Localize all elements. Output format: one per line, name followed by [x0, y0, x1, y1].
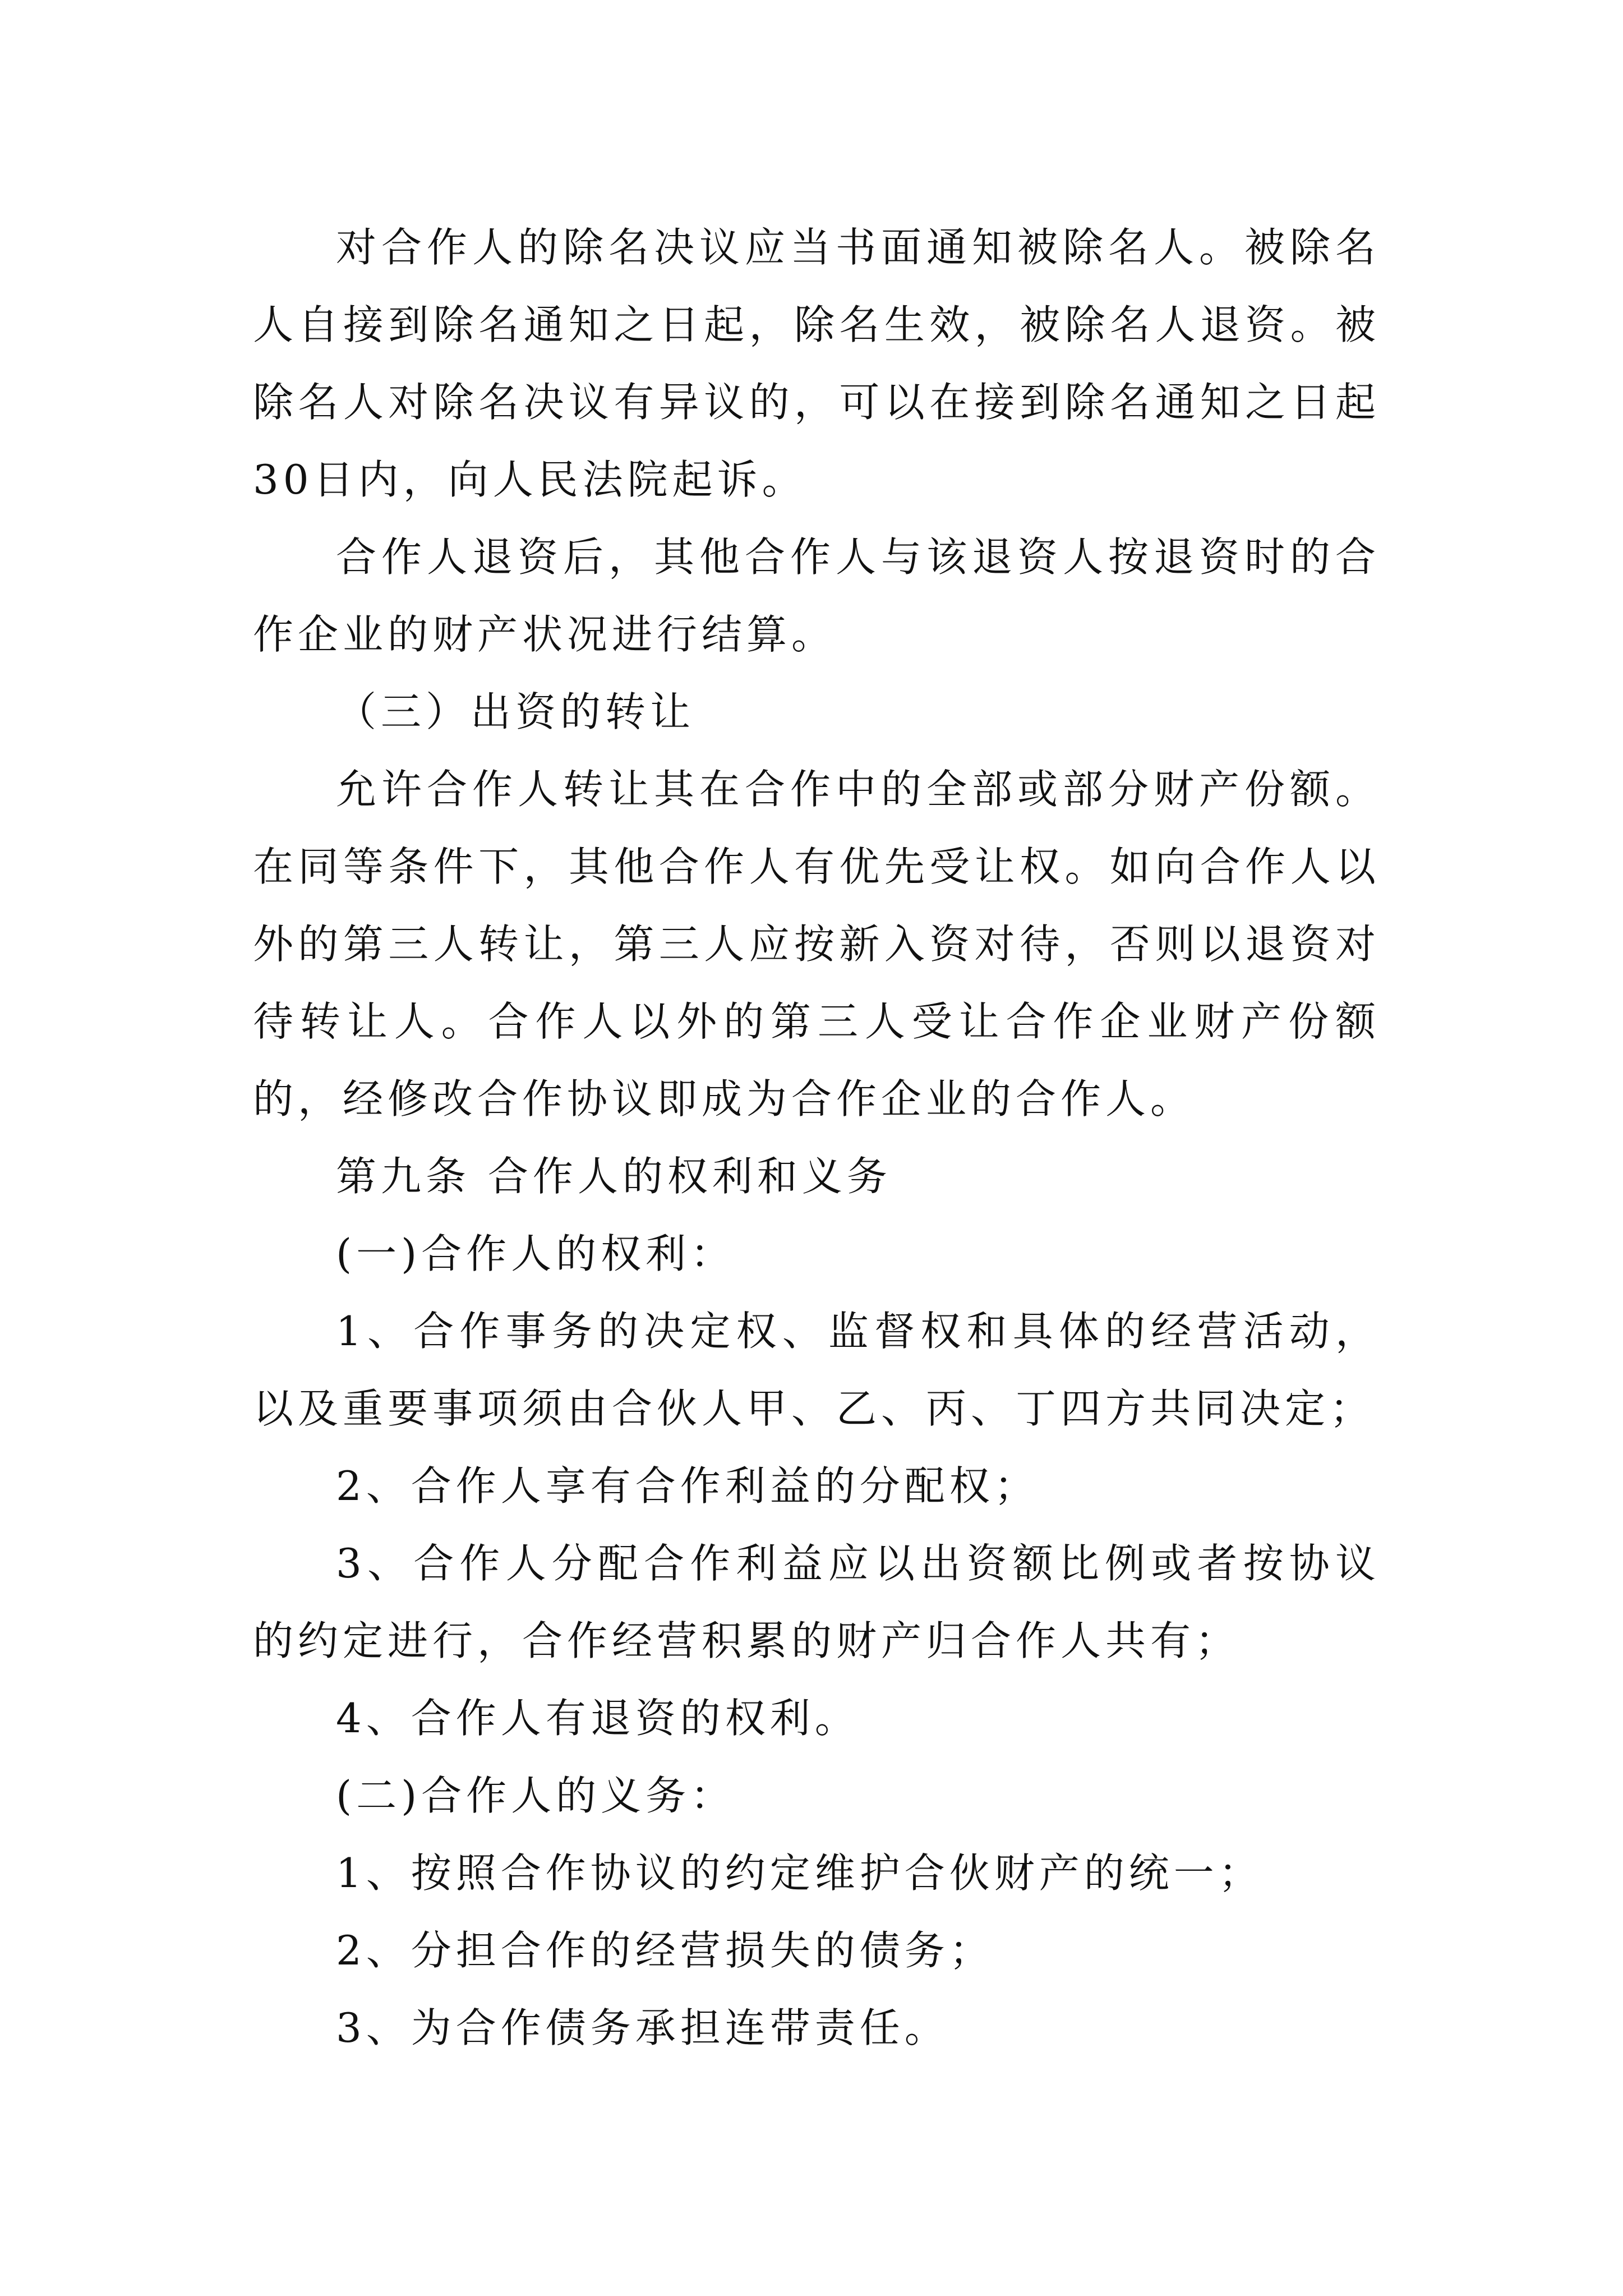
paragraph-transfer-rules: 允许合作人转让其在合作中的全部或部分财产份额。在同等条件下，其他合作人有优先受让权。如向合作人以外的第三人转让，第三人应按新入资对待，否则以退资对待转让人。合作人以外的第三人受让合作企业财产份额的，经修改合作协议即成为合作企业的合作人。 [253, 766, 1380, 1122]
list-item-right-3: 3、合作人分配合作利益应以出资额比例或者按协议的约定进行，合作经营积累的财产归合作人共有； [253, 1540, 1380, 1664]
list-item-duty-3: 3、为合作债务承担连带责任。 [336, 2004, 949, 2051]
list-item-right-1: 1、合作事务的决定权、监督权和具体的经营活动，以及重要事项须由合伙人甲、乙、丙、丁四方共同决定； [253, 1308, 1380, 1432]
list-item-right-2: 2、合作人享有合作利益的分配权； [336, 1462, 1039, 1510]
subheading-duties: (二)合作人的义务： [336, 1772, 736, 1819]
section-heading-transfer: （三）出资的转让 [336, 688, 695, 735]
subheading-rights: (一)合作人的权利： [336, 1230, 736, 1277]
list-item-right-4: 4、合作人有退资的权利。 [336, 1695, 860, 1742]
article-heading-rights-duties: 第九条 合作人的权利和义务 [336, 1153, 892, 1200]
paragraph-expulsion-notice: 对合作人的除名决议应当书面通知被除名人。被除名人自接到除名通知之日起，除名生效，被除名人退资。被除名人对除名决议有异议的，可以在接到除名通知之日起30日内，向人民法院起诉。 [253, 224, 1380, 503]
paragraph-settlement: 合作人退资后，其他合作人与该退资人按退资时的合作企业的财产状况进行结算。 [253, 533, 1380, 658]
document-body [253, 209, 1380, 2067]
list-item-duty-2: 2、分担合作的经营损失的债务； [336, 1927, 994, 1974]
list-item-duty-1: 1、按照合作协议的约定维护合伙财产的统一； [336, 1849, 1264, 1897]
